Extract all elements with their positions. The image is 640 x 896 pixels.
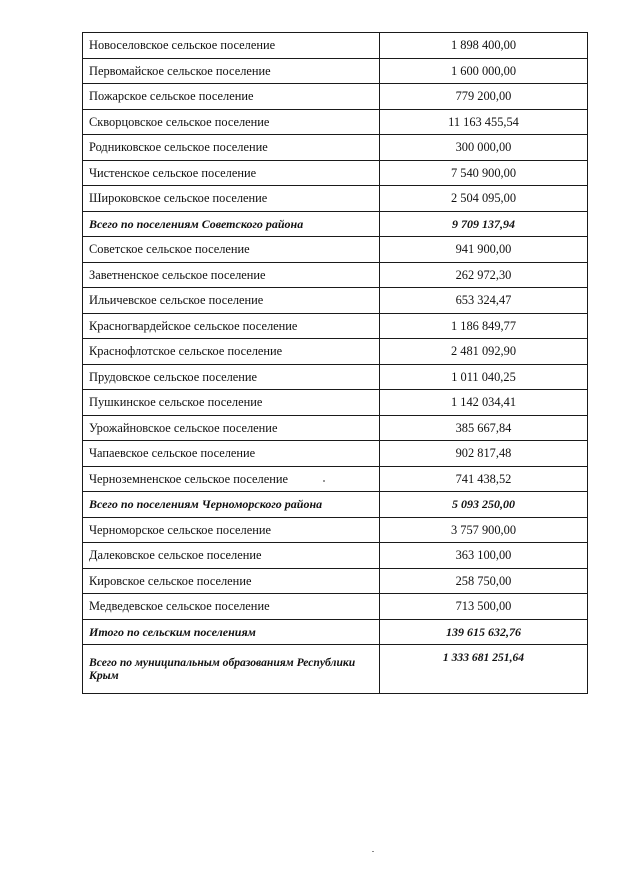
allocation-amount: 779 200,00 <box>380 84 588 110</box>
allocation-amount: 941 900,00 <box>380 237 588 263</box>
allocation-amount: 741 438,52 <box>380 466 588 492</box>
table-row <box>83 58 588 84</box>
table-row <box>83 135 588 161</box>
settlement-name: Урожайновское сельское поселение <box>83 415 380 441</box>
settlement-name: Чистенское сельское поселение <box>83 160 380 186</box>
settlement-name: Скворцовское сельское поселение <box>83 109 380 135</box>
table-row <box>83 160 588 186</box>
settlement-name: Ильичевское сельское поселение <box>83 288 380 314</box>
settlement-name: Прудовское сельское поселение <box>83 364 380 390</box>
table-row <box>83 568 588 594</box>
scan-speck <box>323 480 325 482</box>
settlement-name: Медведевское сельское поселение <box>83 594 380 620</box>
grand-total-row <box>83 645 588 694</box>
settlement-name: Кировское сельское поселение <box>83 568 380 594</box>
scan-speck <box>372 851 374 852</box>
settlement-name: Далековское сельское поселение <box>83 543 380 569</box>
settlement-name: Советское сельское поселение <box>83 237 380 263</box>
table-row <box>83 415 588 441</box>
allocation-amount: 7 540 900,00 <box>380 160 588 186</box>
subtotal-row <box>83 211 588 237</box>
settlement-name: Черноморское сельское поселение <box>83 517 380 543</box>
allocation-amount: 2 481 092,90 <box>380 339 588 365</box>
settlement-name: Красногвардейское сельское поселение <box>83 313 380 339</box>
allocation-amount: 385 667,84 <box>380 415 588 441</box>
settlement-name: Чапаевское сельское поселение <box>83 441 380 467</box>
allocation-amount: 262 972,30 <box>380 262 588 288</box>
table-row <box>83 339 588 365</box>
settlement-name: Краснофлотское сельское поселение <box>83 339 380 365</box>
allocation-amount: 1 186 849,77 <box>380 313 588 339</box>
table-row <box>83 364 588 390</box>
allocation-amount: 2 504 095,00 <box>380 186 588 212</box>
table-row <box>83 288 588 314</box>
subtotal-amount: 5 093 250,00 <box>380 492 588 518</box>
grand-total-amount: 1 333 681 251,64 <box>380 645 588 694</box>
allocation-amount: 1 600 000,00 <box>380 58 588 84</box>
allocation-amount: 902 817,48 <box>380 441 588 467</box>
settlement-name: Широковское сельское поселение <box>83 186 380 212</box>
table-row <box>83 517 588 543</box>
allocation-amount: 300 000,00 <box>380 135 588 161</box>
settlement-name: Черноземненское сельское поселение <box>83 466 380 492</box>
table-row <box>83 109 588 135</box>
grand-total-label: Всего по муниципальным образованиям Республики Крым <box>83 645 380 694</box>
allocation-amount: 3 757 900,00 <box>380 517 588 543</box>
table-row <box>83 84 588 110</box>
allocation-amount: 1 898 400,00 <box>380 33 588 59</box>
allocation-amount: 11 163 455,54 <box>380 109 588 135</box>
allocation-amount: 363 100,00 <box>380 543 588 569</box>
rural-total-amount: 139 615 632,76 <box>380 619 588 645</box>
table-row <box>83 313 588 339</box>
settlement-name: Новоселовское сельское поселение <box>83 33 380 59</box>
table-row <box>83 594 588 620</box>
table-row <box>83 441 588 467</box>
allocation-amount: 713 500,00 <box>380 594 588 620</box>
settlement-name: Первомайское сельское поселение <box>83 58 380 84</box>
settlement-name: Пушкинское сельское поселение <box>83 390 380 416</box>
allocation-amount: 653 324,47 <box>380 288 588 314</box>
settlement-name: Родниковское сельское поселение <box>83 135 380 161</box>
subtotal-amount: 9 709 137,94 <box>380 211 588 237</box>
allocation-amount: 1 011 040,25 <box>380 364 588 390</box>
table-row <box>83 390 588 416</box>
settlement-name: Пожарское сельское поселение <box>83 84 380 110</box>
table-row <box>83 186 588 212</box>
settlement-name: Заветненское сельское поселение <box>83 262 380 288</box>
rural-total-label: Итого по сельским поселениям <box>83 619 380 645</box>
subtotal-label: Всего по поселениям Черноморского района <box>83 492 380 518</box>
allocation-amount: 1 142 034,41 <box>380 390 588 416</box>
subtotal-label: Всего по поселениям Советского района <box>83 211 380 237</box>
table-row <box>83 466 588 492</box>
budget-allocation-table <box>82 32 588 694</box>
table-row <box>83 543 588 569</box>
rural-total-row <box>83 619 588 645</box>
table-row <box>83 262 588 288</box>
table-row <box>83 237 588 263</box>
allocation-amount: 258 750,00 <box>380 568 588 594</box>
table-row <box>83 33 588 59</box>
subtotal-row <box>83 492 588 518</box>
